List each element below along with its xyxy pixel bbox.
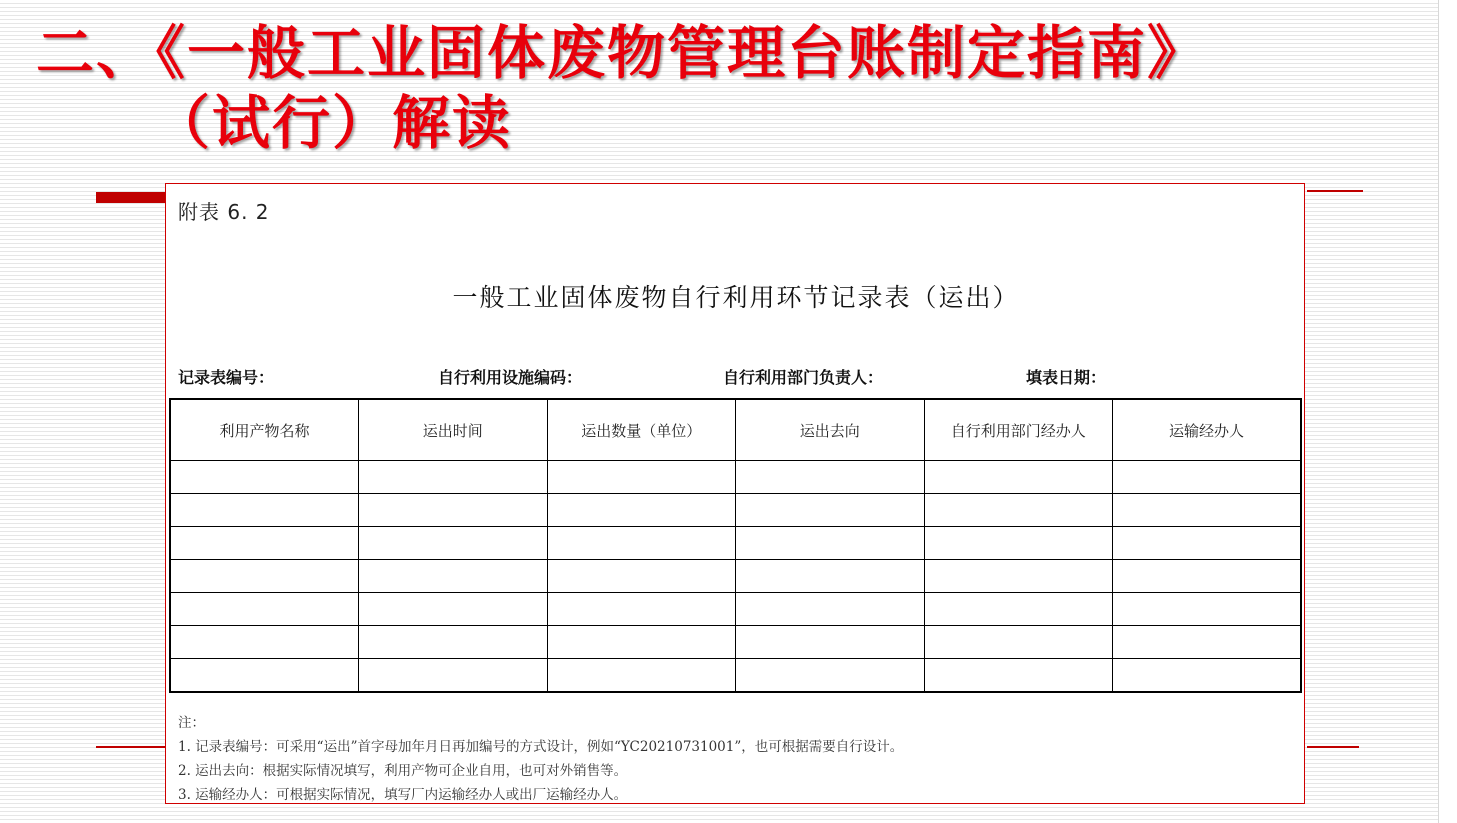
table-cell (547, 494, 736, 527)
table-cell (736, 593, 925, 626)
table-row (170, 461, 1301, 494)
table-row (170, 593, 1301, 626)
table-body (170, 461, 1301, 693)
table-cell (924, 560, 1113, 593)
table-cell (736, 659, 925, 693)
decor-bar-left (96, 192, 166, 203)
header-department-handler: 自行利用部门经办人 (924, 399, 1113, 461)
facility-code-label: 自行利用设施编码： (438, 368, 583, 387)
table-cell (1113, 626, 1302, 659)
table-cell (170, 560, 359, 593)
slide-title-line2: （试行）解读 (152, 89, 513, 157)
table-cell (359, 527, 548, 560)
slide-right-strip (1438, 0, 1457, 823)
table-cell (170, 494, 359, 527)
table-cell (359, 461, 548, 494)
table-cell (1113, 659, 1302, 693)
note-item: 3. 运输经办人：可根据实际情况，填写厂内运输经办人或出厂运输经办人。 (178, 787, 628, 803)
table-cell (359, 494, 548, 527)
table-cell (736, 494, 925, 527)
note-item: 2. 运出去向：根据实际情况填写，利用产物可企业自用，也可对外销售等。 (178, 763, 628, 779)
table-row (170, 659, 1301, 693)
header-product-name: 利用产物名称 (170, 399, 359, 461)
note-item: 1. 记录表编号：可采用“运出”首字母加年月日再加编号的方式设计，例如“YC20210731001”，也可根据需要自行设计。 (178, 739, 904, 755)
table-cell (1113, 593, 1302, 626)
header-ship-time: 运出时间 (359, 399, 548, 461)
table-cell (736, 626, 925, 659)
table-cell (924, 659, 1113, 693)
table-cell (359, 626, 548, 659)
table-cell (736, 560, 925, 593)
form-title: 一般工业固体废物自行利用环节记录表（运出） (452, 283, 1020, 312)
table-row (170, 560, 1301, 593)
table-cell (170, 461, 359, 494)
table-row (170, 494, 1301, 527)
department-head-label: 自行利用部门负责人： (723, 368, 884, 387)
header-transport-handler: 运输经办人 (1113, 399, 1302, 461)
table-cell (924, 494, 1113, 527)
table-cell (359, 593, 548, 626)
table-header-row (170, 399, 1301, 461)
table-cell (1113, 494, 1302, 527)
table-cell (924, 593, 1113, 626)
decor-line-right-bottom (1307, 746, 1359, 748)
slide-title-line1: 二、《一般工业固体废物管理台账制定指南》 (36, 19, 1208, 87)
table-cell (170, 527, 359, 560)
table-cell (736, 527, 925, 560)
header-ship-quantity: 运出数量（单位） (547, 399, 736, 461)
table-cell (736, 461, 925, 494)
record-form-image (165, 183, 1305, 804)
table-cell (1113, 560, 1302, 593)
table-cell (924, 461, 1113, 494)
fill-date-label: 填表日期： (1026, 368, 1107, 387)
record-table (169, 398, 1302, 693)
record-number-label: 记录表编号： (178, 368, 275, 387)
table-cell (547, 527, 736, 560)
decor-line-left-bottom (96, 746, 166, 748)
table-cell (924, 527, 1113, 560)
table-cell (170, 626, 359, 659)
slide-title (36, 18, 1207, 158)
table-cell (359, 560, 548, 593)
table-cell (1113, 527, 1302, 560)
table-cell (547, 593, 736, 626)
table-cell (359, 659, 548, 693)
table-row (170, 626, 1301, 659)
table-cell (924, 626, 1113, 659)
table-cell (170, 659, 359, 693)
table-cell (170, 593, 359, 626)
table-row (170, 527, 1301, 560)
table-cell (1113, 461, 1302, 494)
notes-section (178, 711, 903, 807)
table-cell (547, 626, 736, 659)
header-destination: 运出去向 (736, 399, 925, 461)
notes-label: 注： (178, 715, 205, 731)
form-meta-row (178, 365, 1288, 389)
table-cell (547, 461, 736, 494)
appendix-label: 附表 6. 2 (178, 200, 270, 224)
table-cell (547, 659, 736, 693)
table-cell (547, 560, 736, 593)
decor-line-right-top (1307, 190, 1363, 192)
